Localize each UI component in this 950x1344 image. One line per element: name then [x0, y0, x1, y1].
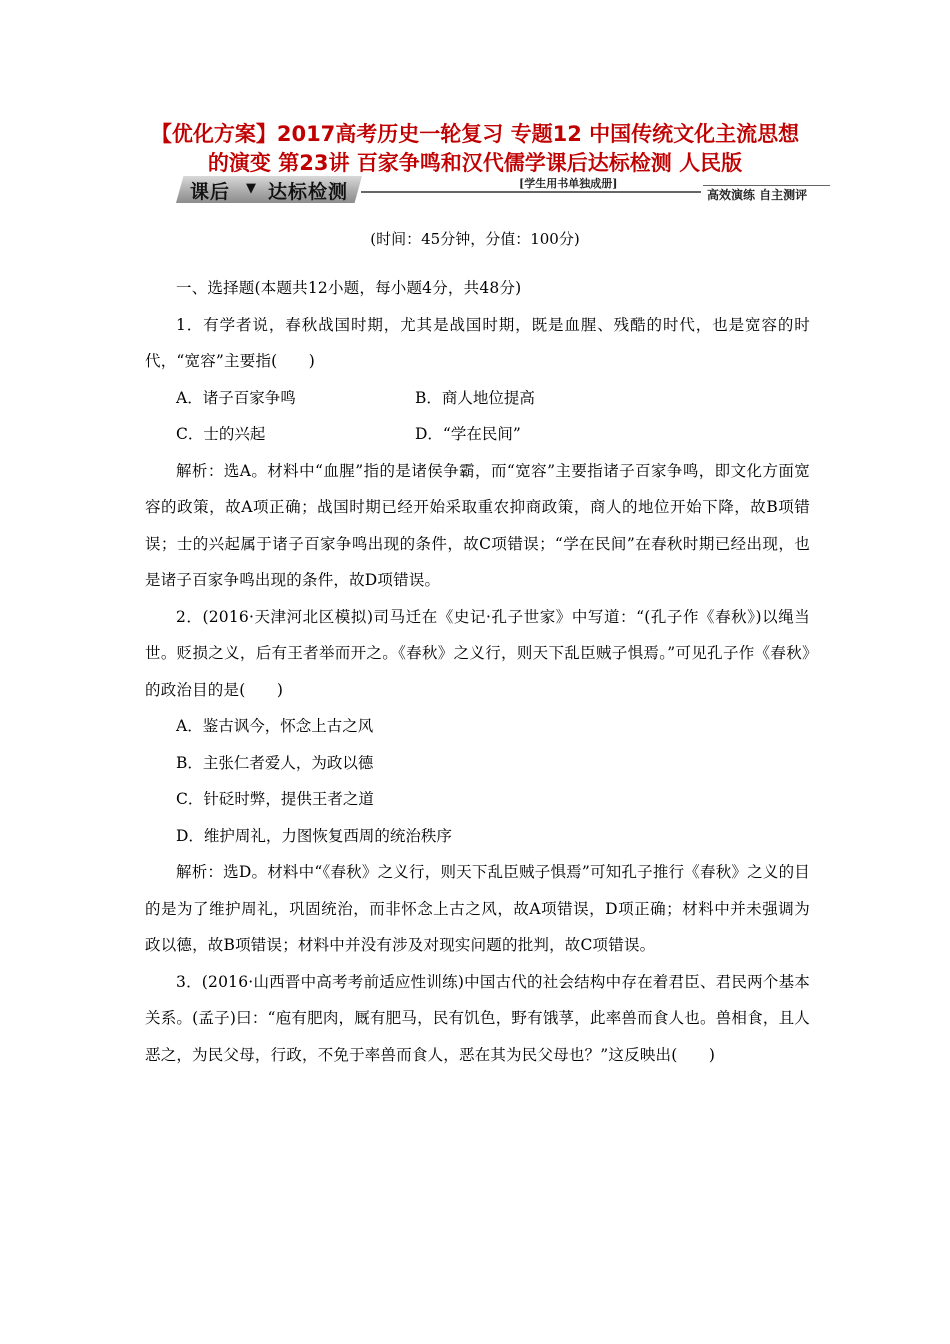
banner-tagline: 高效演练 自主测评	[707, 188, 808, 202]
banner-rule	[361, 191, 701, 193]
question-2-option-d: D．维护周礼，力图恢复西周的统治秩序	[176, 826, 452, 845]
question-2-option-b: B．主张仁者爱人，为政以德	[176, 753, 374, 772]
document-title: 【优化方案】2017高考历史一轮复习 专题12 中国传统文化主流思想的演变 第23讲 百家争鸣和汉代儒学课后达标检测 人民版	[150, 122, 800, 175]
question-2-analysis: 解析：选D。材料中“《春秋》之义行，则天下乱臣贼子惧焉”可知孔子推行《春秋》之义的目的是为了维护周礼，巩固统治，而非怀念上古之风，故A项错误，D项正确；材料中并未强调为政以德，故B项错误；材料中并没有涉及对现实问题的批判，故C项错误。	[145, 863, 810, 954]
question-1-option-c: C．士的兴起	[176, 425, 266, 443]
banner-label-right: 达标检测	[268, 181, 349, 203]
question-1-option-b: B．商人地位提高	[415, 388, 535, 407]
question-1-analysis: 解析：选A。材料中“血腥”指的是诸侯争霸，而“宽容”主要指诸子百家争鸣，即文化方面宽容的政策，故A项正确；战国时期已经开始采取重农抑商政策，商人的地位开始下降，故B项错误；士的兴起属于诸子百家争鸣出现的条件，故C项错误；“学在民间”在春秋时期已经出现，也是诸子百家争鸣出现的条件，故D项错误。	[145, 461, 810, 589]
section-heading: 一、选择题(本题共12小题，每小题4分，共48分)	[176, 279, 522, 297]
question-2-option-a: A．鉴古讽今，怀念上古之风	[176, 717, 374, 735]
question-1-stem: 1．有学者说，春秋战国时期，尤其是战国时期，既是血腥、残酷的时代，也是宽容的时代，“宽容”主要指( )	[145, 315, 810, 370]
question-1-options-row-1	[145, 380, 810, 417]
time-and-score: (时间：45分钟，分值：100分)	[370, 230, 580, 248]
question-2-option-c: C．针砭时弊，提供王者之道	[176, 790, 374, 808]
banner-note: [学生用书单独成册]	[519, 177, 618, 190]
question-1-option-a: A．诸子百家争鸣	[176, 388, 296, 407]
question-1-options-row-2	[145, 416, 810, 453]
question-1-option-d: D．“学在民间”	[415, 425, 521, 443]
section-banner	[0, 174, 950, 204]
question-2-stem: 2．(2016·天津河北区模拟)司马迁在《史记·孔子世家》中写道：“(孔子作《春秋》)以绳当世。贬损之义，后有王者举而开之。《春秋》之义行，则天下乱臣贼子惧焉。”可见孔子作《春秋》的政治目的是( )	[145, 607, 810, 699]
question-3-stem: 3．(2016·山西晋中高考考前适应性训练)中国古代的社会结构中存在着君臣、君民两个基本关系。(孟子)曰：“庖有肥肉，厩有肥马，民有饥色，野有饿莩，此率兽而食人也。兽相食，且人恶之，为民父母，行政，不免于率兽而食人，恶在其为民父母也？”这反映出( )	[145, 972, 810, 1064]
document-body	[145, 270, 810, 1073]
triangle-down-icon: ▼	[246, 181, 256, 196]
banner-label-left: 课后	[190, 181, 231, 203]
